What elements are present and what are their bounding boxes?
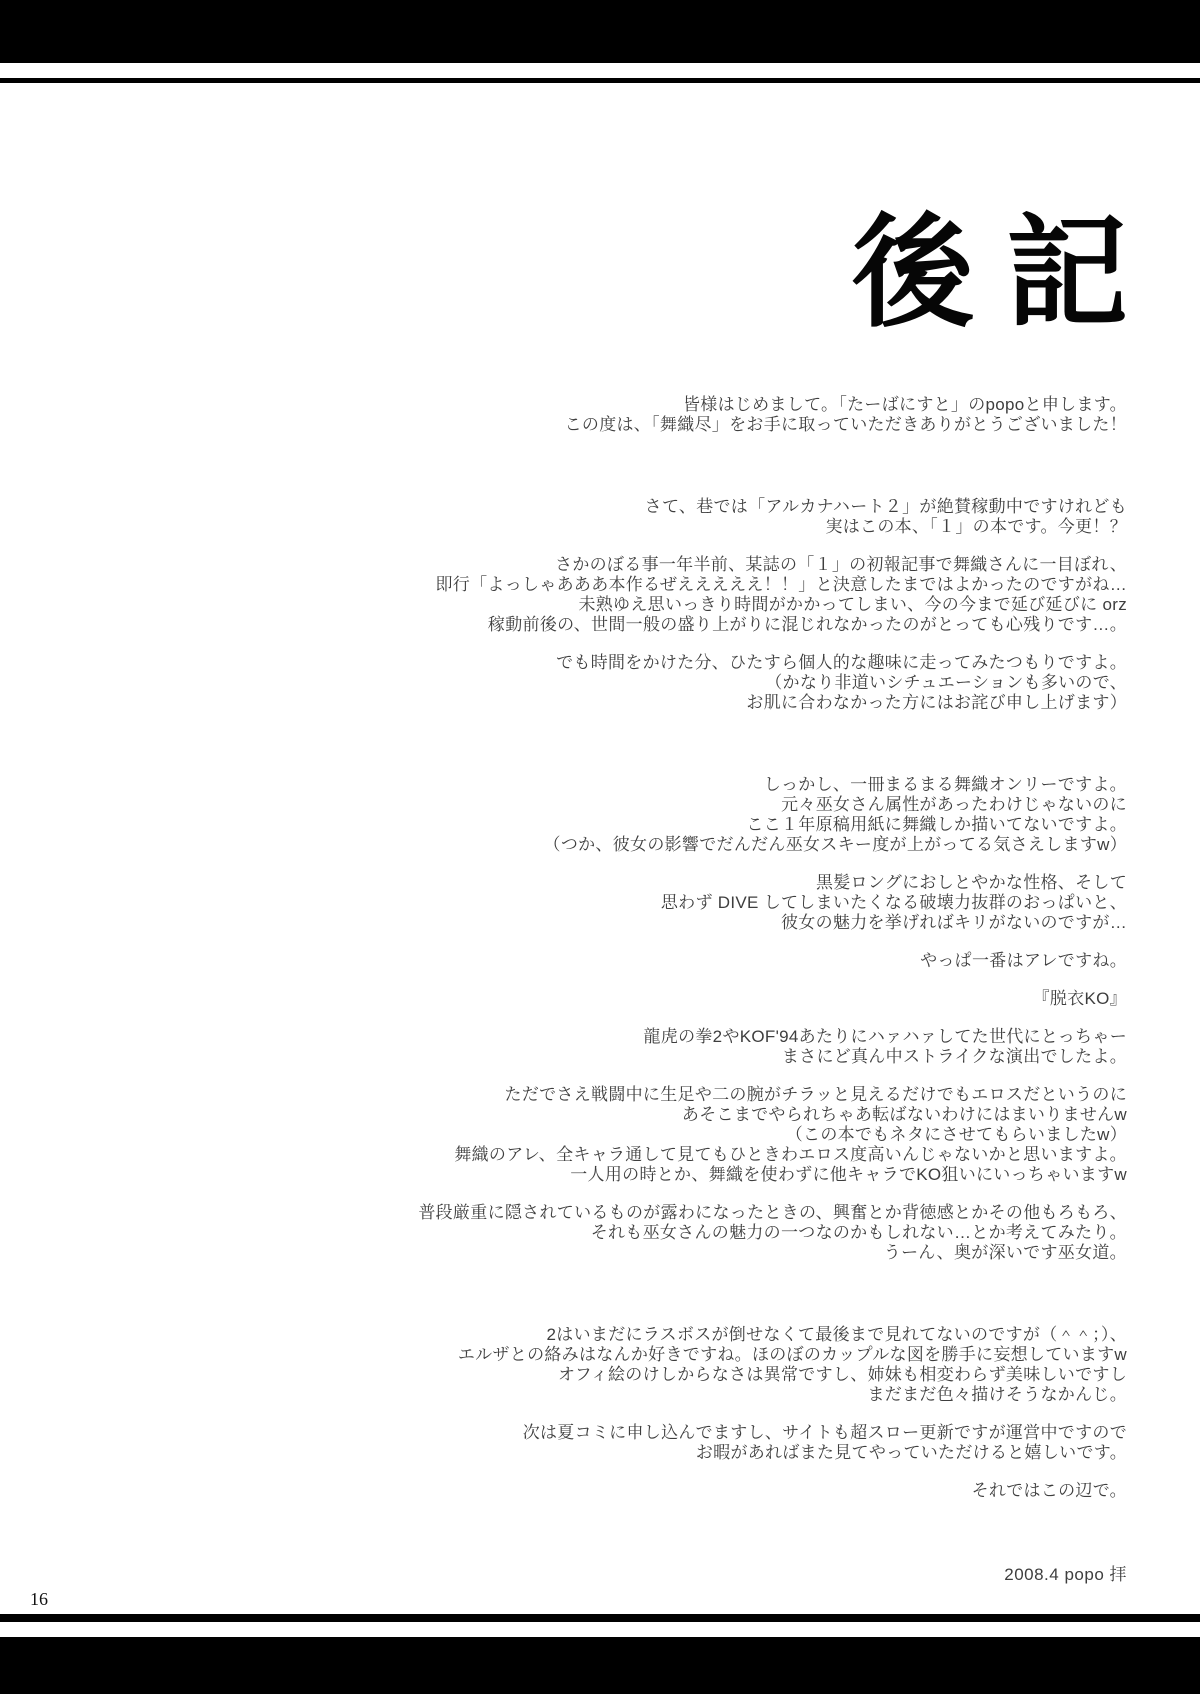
paragraph bbox=[90, 1027, 1127, 1067]
text-line: あそこまでやられちゃあ転ばないわけにはまいりませんw bbox=[681, 1105, 1127, 1124]
text-line: ここ１年原稿用紙に舞織しか描いてないですよ。 bbox=[746, 815, 1127, 834]
text-line: 元々巫女さん属性があったわけじゃないのに bbox=[781, 795, 1127, 814]
page-number: 16 bbox=[30, 1589, 48, 1609]
top-black-bar bbox=[0, 0, 1200, 63]
text-line: それも巫女さんの魅力の一つなのかもしれない…とか考えてみたり。 bbox=[590, 1223, 1127, 1242]
text-line: さかのぼる事一年半前、某誌の「１」の初報記事で舞織さんに一目ぼれ、 bbox=[555, 555, 1127, 574]
paragraph bbox=[90, 1203, 1127, 1263]
text-line: オフィ絵のけしからなさは異常ですし、姉妹も相変わらず美味しいですし bbox=[557, 1365, 1127, 1384]
paragraph bbox=[90, 653, 1127, 713]
paragraph bbox=[90, 395, 1127, 435]
text-line: 彼女の魅力を挙げればキリがないのですが… bbox=[781, 913, 1127, 932]
paragraph bbox=[90, 497, 1127, 537]
text-line: （かなり非道いシチュエーションも多いので、 bbox=[765, 673, 1127, 692]
title-char-ki: 記 bbox=[1006, 200, 1128, 344]
paragraph bbox=[90, 873, 1127, 933]
text-line: エルザとの絡みはなんか好きですね。ほのぼのカップルな図を勝手に妄想していますw bbox=[457, 1345, 1127, 1364]
text-line: （この本でもネタにさせてもらいましたw） bbox=[785, 1125, 1127, 1144]
text-line: 次は夏コミに申し込んでますし、サイトも超スロー更新ですが運営中ですので bbox=[522, 1423, 1127, 1442]
text-line: まさにど真ん中ストライクな演出でしたよ。 bbox=[781, 1047, 1127, 1066]
text-line: 龍虎の拳2やKOF'94あたりにハァハァしてた世代にとっちゃー bbox=[643, 1027, 1127, 1046]
paragraph bbox=[90, 989, 1127, 1009]
text-line: 即行「よっしゃあああ本作るぜえええええ！！」と決意したまではよかったのですがね… bbox=[435, 575, 1127, 594]
text-line: 思わず DIVE してしまいたくなる破壊力抜群のおっぱいと、 bbox=[660, 893, 1127, 912]
text-line: 未熟ゆえ思いっきり時間がかかってしまい、今の今まで延び延びに orz bbox=[578, 595, 1127, 614]
text-line: 実はこの本、「１」の本です。今更！？ bbox=[825, 517, 1127, 536]
top-divider-line bbox=[0, 78, 1200, 83]
afterword-text bbox=[90, 395, 1127, 1563]
text-line: （つか、彼女の影響でだんだん巫女スキー度が上がってる気さえしますw） bbox=[543, 835, 1127, 854]
text-line: それではこの辺で。 bbox=[971, 1481, 1127, 1500]
paragraph bbox=[90, 1085, 1127, 1185]
page-title bbox=[852, 200, 1128, 344]
text-line: ただでさえ戦闘中に生足や二の腕がチラッと見えるだけでもエロスだというのに bbox=[504, 1085, 1127, 1104]
text-line: この度は、「舞織尽」をお手に取っていただきありがとうございました！ bbox=[564, 415, 1127, 434]
paragraph bbox=[90, 1423, 1127, 1463]
text-line: 一人用の時とか、舞織を使わずに他キャラでKO狙いにいっちゃいますw bbox=[570, 1165, 1127, 1184]
text-line: さて、巷では「アルカナハート２」が絶賛稼動中ですけれども bbox=[644, 497, 1127, 516]
text-line: お肌に合わなかった方にはお詫び申し上げます） bbox=[746, 693, 1127, 712]
signature: 2008.4 popo 拝 bbox=[1004, 1565, 1127, 1584]
text-line: しっかし、一冊まるまる舞織オンリーですよ。 bbox=[763, 775, 1127, 794]
paragraph bbox=[90, 1325, 1127, 1405]
text-line: 普段厳重に隠されているものが露わになったときの、興奮とか背徳感とかその他もろもろ、 bbox=[418, 1203, 1127, 1222]
paragraph bbox=[90, 951, 1127, 971]
paragraph bbox=[90, 555, 1127, 635]
text-line: 舞織のアレ、全キャラ通して見てもひときわエロス度高いんじゃないかと思いますよ。 bbox=[454, 1145, 1127, 1164]
paragraph bbox=[90, 1481, 1127, 1501]
text-line: 2はいまだにラスボスが倒せなくて最後まで見れてないのですが（＾＾；）、 bbox=[546, 1325, 1127, 1344]
text-line: 皆様はじめまして。「たーばにすと」のpopoと申します。 bbox=[682, 395, 1127, 414]
text-line: うーん、奥が深いです巫女道。 bbox=[883, 1243, 1127, 1262]
text-line: でも時間をかけた分、ひたすら個人的な趣味に走ってみたつもりですよ。 bbox=[556, 653, 1127, 672]
text-line: お暇があればまた見てやっていただけると嬉しいです。 bbox=[695, 1443, 1127, 1462]
text-line: 『脱衣KO』 bbox=[1032, 989, 1127, 1008]
text-line: まだまだ色々描けそうなかんじ。 bbox=[867, 1385, 1127, 1404]
bottom-divider-line bbox=[0, 1614, 1200, 1622]
text-line: やっぱ一番はアレですね。 bbox=[920, 951, 1127, 970]
paragraph bbox=[90, 775, 1127, 855]
title-char-kou: 後 bbox=[852, 200, 974, 344]
text-line: 稼動前後の、世間一般の盛り上がりに混じれなかったのがとっても心残りです…。 bbox=[487, 615, 1127, 634]
text-line: 黒髪ロングにおしとやかな性格、そして bbox=[815, 873, 1127, 892]
bottom-black-bar bbox=[0, 1637, 1200, 1694]
